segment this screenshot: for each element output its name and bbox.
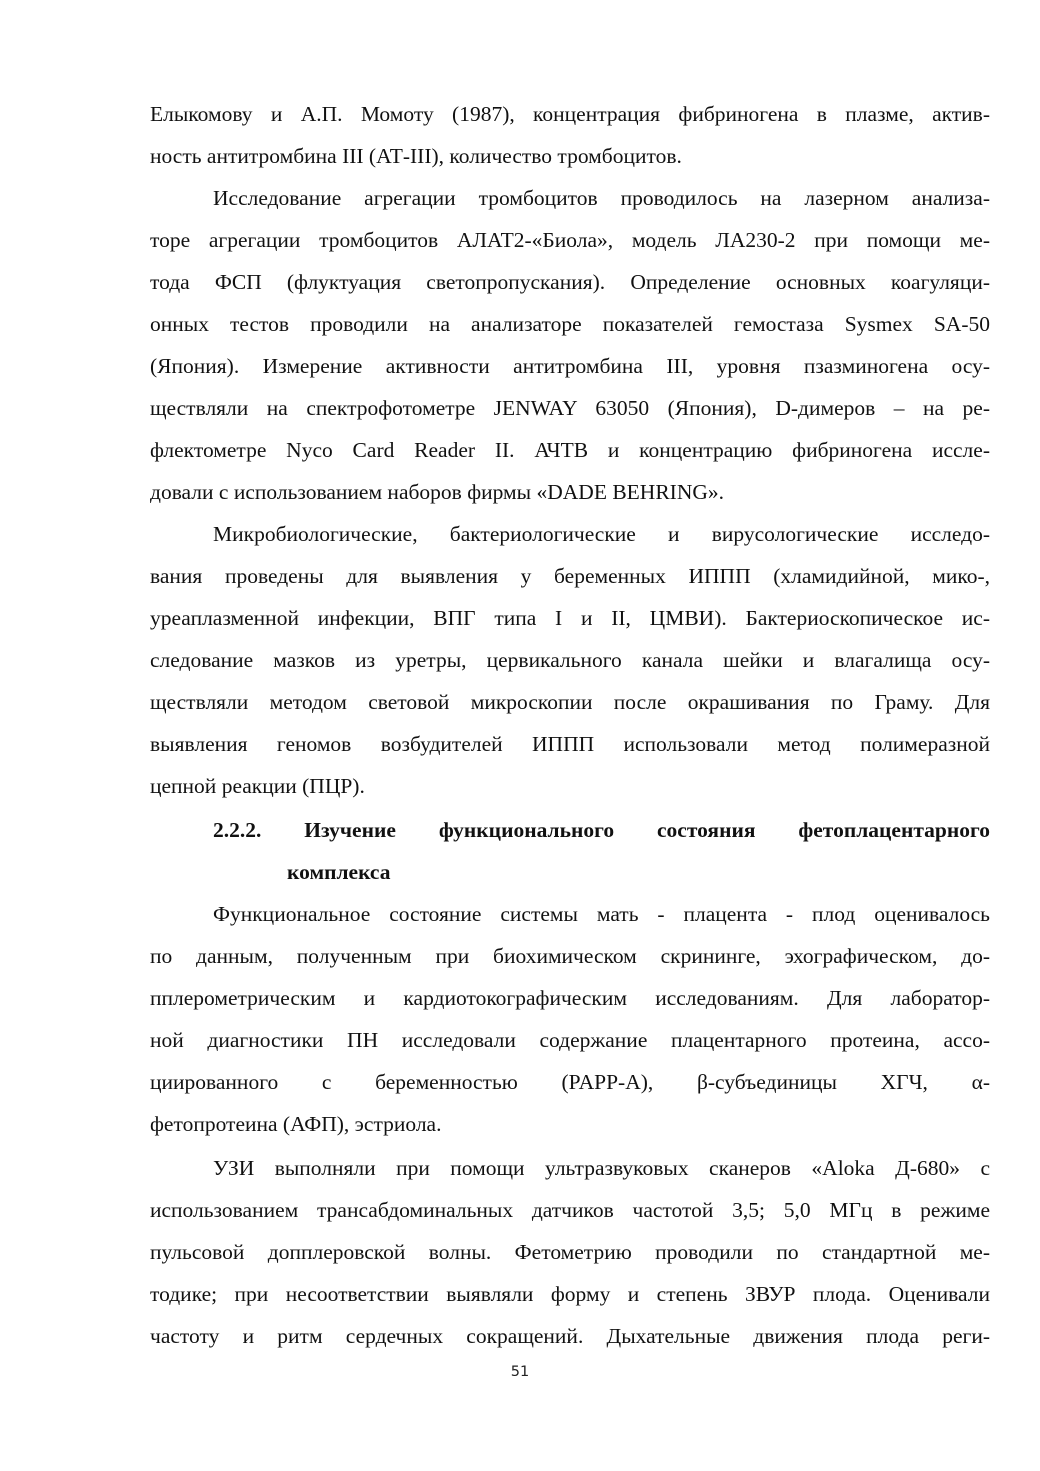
text-line: довали с использованием наборов фирмы «DADE BEHRING». [150, 480, 725, 504]
text-line: Функциональное состояние системы мать - плацента - плод оценивалось [213, 902, 990, 926]
text-line: циированного с беременностью (PAPP-A), β-субъединицы ХГЧ, α- [150, 1070, 990, 1094]
text-line: фетопротеина (АФП), эстриола. [150, 1112, 442, 1136]
page-number: 51 [510, 1364, 530, 1380]
text-line: флектометре Nyco Card Reader II. АЧТВ и концентрацию фибриногена иссле- [150, 438, 990, 462]
text-line: вания проведены для выявления у беременных ИППП (хламидийной, мико-, [150, 564, 990, 588]
text-line: торе агрегации тромбоцитов АЛАТ2-«Биола», модель ЛА230-2 при помощи ме- [150, 228, 990, 252]
text-line: ществляли на спектрофотометре JENWAY 63050 (Япония), D-димеров – на ре- [150, 396, 990, 420]
text-line: использованием трансабдоминальных датчиков частотой 3,5; 5,0 МГц в режиме [150, 1198, 990, 1222]
text-line: Исследование агрегации тромбоцитов проводилось на лазерном анализа- [213, 186, 990, 210]
section-heading: 2.2.2. Изучение функционального состояния фетоплацентарного [213, 818, 990, 842]
text-line: цепной реакции (ПЦР). [150, 774, 365, 798]
text-line: ществляли методом световой микроскопии после окрашивания по Граму. Для [150, 690, 990, 714]
text-line: (Япония). Измерение активности антитромбина III, уровня пзазминогена осу- [150, 354, 990, 378]
text-line: Микробиологические, бактериологические и вирусологические исследо- [213, 522, 990, 546]
section-heading-continued: комплекса [287, 860, 391, 884]
text-line: выявления геномов возбудителей ИППП использовали метод полимеразной [150, 732, 990, 756]
text-line: тода ФСП (флуктуация светопропускания). Определение основных коагуляци- [150, 270, 990, 294]
text-line: следование мазков из уретры, цервикального канала шейки и влагалища осу- [150, 648, 990, 672]
text-line: онных тестов проводили на анализаторе показателей гемостаза Sysmex SA-50 [150, 312, 990, 336]
text-line: ность антитромбина III (АТ-III), количество тромбоцитов. [150, 144, 682, 168]
text-line: Елыкомову и А.П. Момоту (1987), концентрация фибриногена в плазме, актив- [150, 102, 990, 126]
text-line: по данным, полученным при биохимическом скрининге, эхографическом, до- [150, 944, 990, 968]
text-line: УЗИ выполняли при помощи ультразвуковых сканеров «Aloka Д-680» с [213, 1156, 990, 1180]
text-line: уреаплазменной инфекции, ВПГ типа I и II, ЦМВИ). Бактериоскопическое ис- [150, 606, 990, 630]
text-line: тодике; при несоответствии выявляли форму и степень ЗВУР плода. Оценивали [150, 1282, 990, 1306]
text-line: частоту и ритм сердечных сокращений. Дыхательные движения плода реги- [150, 1324, 990, 1348]
text-line: пульсовой допплеровской волны. Фетометрию проводили по стандартной ме- [150, 1240, 990, 1264]
text-line: ной диагностики ПН исследовали содержание плацентарного протеина, ассо- [150, 1028, 990, 1052]
text-line: пплерометрическим и кардиотокографическим исследованиям. Для лаборатор- [150, 986, 990, 1010]
